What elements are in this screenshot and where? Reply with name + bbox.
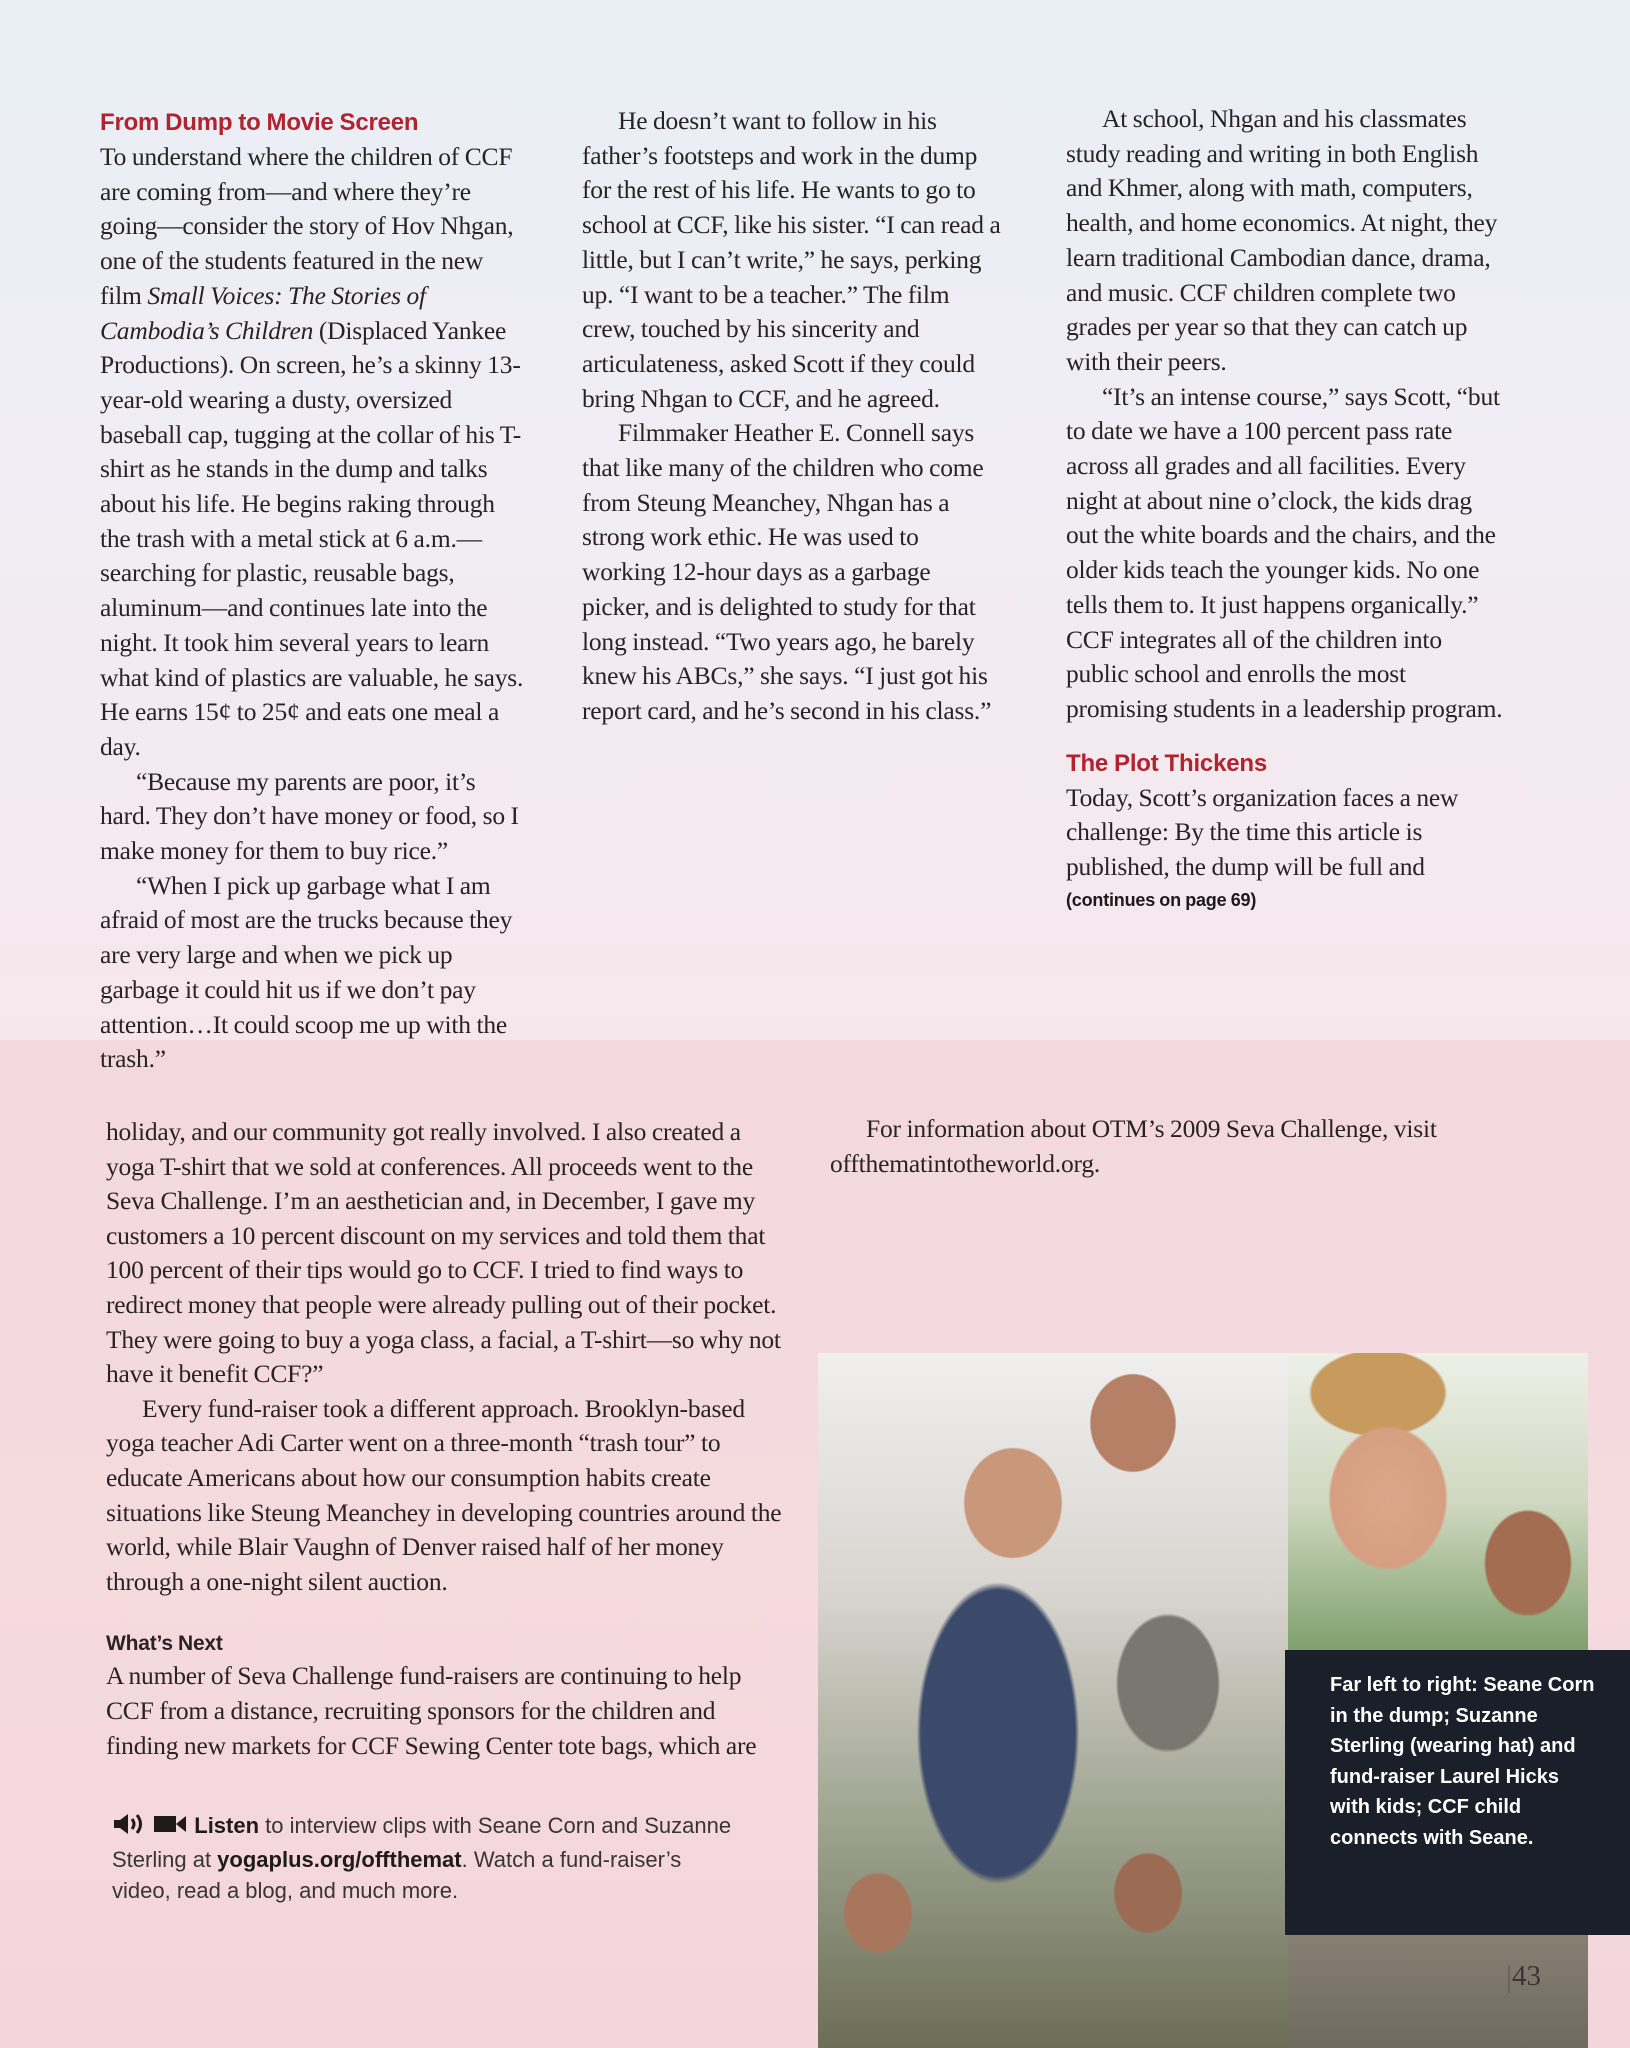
paragraph: Filmmaker Heather E. Connell says that like many of the children who come from Steung Meanchey, Nhgan has a strong work ethic. He was used to working 12-hour days as a garbage picker, and is delighted to study for that long instead. “Two years ago, he barely knew his ABCs,” she says. “I just got his report card, and he’s second in his class.” [582, 418, 992, 725]
listen-label: Listen [194, 1813, 260, 1838]
listen-url-link[interactable]: yogaplus.org/offthemat [217, 1847, 462, 1872]
paragraph: “Because my parents are poor, it’s hard. They don’t have money or food, so I make money for them to buy rice.” [100, 766, 519, 866]
video-camera-icon[interactable] [152, 1812, 188, 1844]
paragraph: At school, Nhgan and his classmates study reading and writing in both English and Khmer, along with math, computers, health, and home economics. At night, they learn traditional Cambodian dance, drama, and music. CCF children complete two grades per year so that they can catch up with their peers. [1066, 104, 1498, 376]
whats-next-heading: What’s Next [106, 1632, 223, 1656]
listen-text: . Watch a fund-raiser’s video, read a blog, and much more. [112, 1847, 682, 1903]
article-column-3 [1066, 102, 1506, 915]
sidebar-column-2 [830, 1112, 1510, 1181]
photo-seane-corn-dump [818, 1353, 1288, 2048]
paragraph-text: To understand where the children of CCF are coming from—and where they’re going—consider the story of Hov Nhgan, one of the students featured in the new film [100, 142, 514, 310]
photo-child-with-seane [1288, 1353, 1588, 1653]
speaker-icon[interactable] [112, 1812, 146, 1844]
page-number: 43 [1512, 1960, 1541, 1992]
paragraph: “When I pick up garbage what I am afraid of most are the trucks because they are very large and when we pick up garbage it could hit us if we don’t pay attention…It could scoop me up with the trash.” [100, 870, 513, 1074]
paragraph: Today, Scott’s organization faces a new challenge: By the time this article is published, the dump will be full and [1066, 782, 1459, 882]
paragraph: For information about OTM’s 2009 Seva Challenge, visit offthematintotheworld.org. [830, 1114, 1437, 1178]
page-number-rule [1508, 1965, 1510, 1993]
film-title: Small Voices: The Stories of Cambodia’s Children [100, 280, 426, 345]
sidebar-column-1 [106, 1115, 786, 1763]
section-heading: The Plot Thickens [1066, 749, 1267, 777]
continues-note: (continues on page 69) [1066, 889, 1257, 910]
article-column-1 [100, 106, 528, 1077]
paragraph: A number of Seva Challenge fund-raisers are continuing to help CCF from a distance, recruiting sponsors for the children and finding new markets for CCF Sewing Center tote bags, which are [106, 1661, 757, 1760]
paragraph: He doesn’t want to follow in his father’s footsteps and work in the dump for the rest of his life. He wants to go to school at CCF, like his sister. “I can read a little, but I can’t write,” he says, perking up. “I want to be a teacher.” The film crew, touched by his sincerity and articulateness, asked Scott if they could bring Nhgan to CCF, and he agreed. [582, 106, 1001, 413]
listen-promo [112, 1810, 732, 1906]
paragraph: Every fund-raiser took a different approach. Brooklyn-based yoga teacher Adi Carter went on a three-month “trash tour” to educate Americans about how our consumption habits create situations like Steung Meanchey in developing countries around the world, while Blair Vaughn of Denver raised half of her money through a one-night silent auction. [106, 1393, 782, 1596]
photo-caption: Far left to right: Seane Corn in the dump; Suzanne Sterling (wearing hat) and fund-raiser Laurel Hicks with kids; CCF child connects with Seane. [1330, 1674, 1595, 1849]
section-heading: From Dump to Movie Screen [100, 109, 419, 136]
paragraph-text: (Displaced Yankee Productions). On screen, he’s a skinny 13-year-old wearing a dusty, oversized baseball cap, tugging at the collar of his T-shirt as he stands in the dump and talks about his life. He begins raking through the trash with a metal stick at 6 a.m.—searching for plastic, reusable bags, aluminum—and continues late into the night. It took him several years to learn what kind of plastics are valuable, he says. He earns 15¢ to 25¢ and eats one meal a day. [100, 315, 524, 761]
paragraph: holiday, and our community got really involved. I also created a yoga T-shirt that we sold at conferences. All proceeds went to the Seva Challenge. I’m an aesthetician and, in December, I gave my customers a 10 percent discount on my services and told them that 100 percent of their tips would go to CCF. I tried to find ways to redirect money that people were already pulling out of their pocket. They were going to buy a yoga class, a facial, a T-shirt—so why not have it benefit CCF?” [106, 1117, 781, 1389]
paragraph [100, 140, 528, 765]
paragraph: “It’s an intense course,” says Scott, “but to date we have a 100 percent pass rate across all grades and all facilities. Every night at about nine o’clock, the kids drag out the white boards and the chairs, and the older kids teach the younger kids. No one tells them to. It just happens organically.” CCF integrates all of the children into public school and enrolls the most promising students in a leadership program. [1066, 381, 1503, 723]
listen-text: to interview clips with Seane Corn and Suzanne Sterling at [112, 1813, 732, 1872]
article-column-2 [582, 104, 1002, 729]
